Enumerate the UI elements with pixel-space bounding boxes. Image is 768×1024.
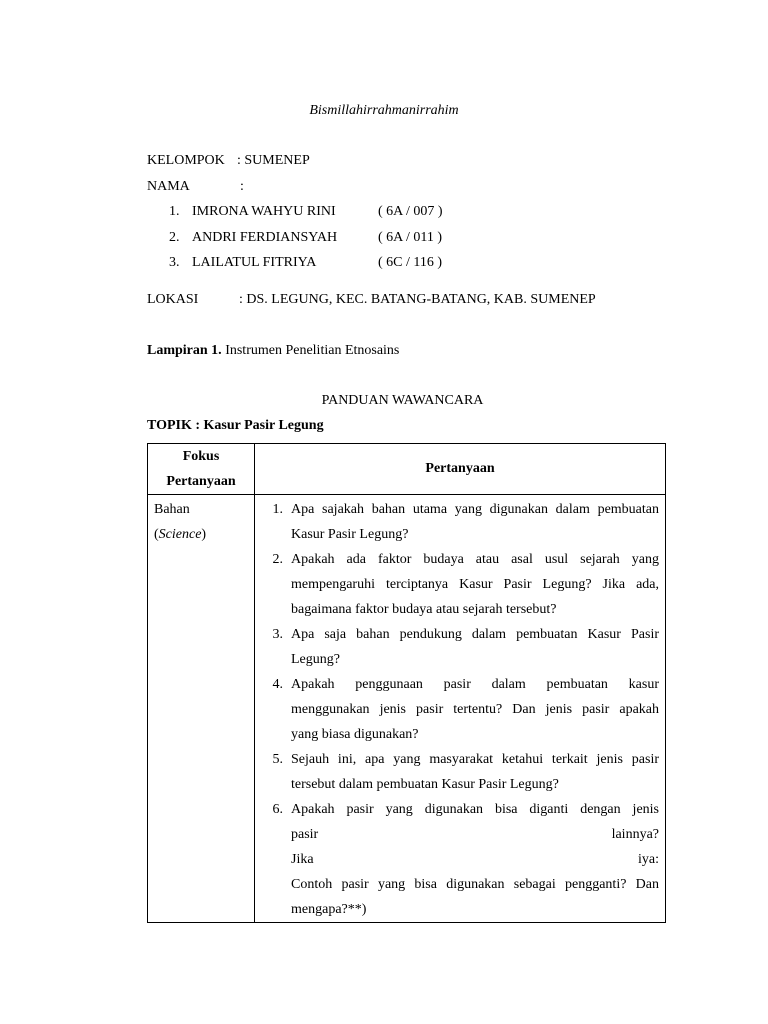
question-text: [291, 622, 659, 672]
member-number: 1.: [169, 204, 180, 219]
lokasi-value: : DS. LEGUNG, KEC. BATANG-BATANG, KAB. SUMENEP: [239, 292, 596, 307]
question-line: mengapa?**): [291, 902, 367, 917]
question-line: bagaimana faktor budaya atau sejarah tersebut?: [291, 602, 557, 617]
header-focus-line2: Pertanyaan: [166, 474, 236, 489]
kelompok-row: [147, 153, 310, 169]
member-row: [169, 230, 442, 246]
member-number: 2.: [169, 230, 180, 245]
header-focus-cell: [148, 444, 255, 495]
question-text: [291, 547, 659, 622]
lokasi-label: LOKASI: [147, 292, 199, 307]
question-number: 1.: [272, 502, 283, 517]
table-header-row: [148, 444, 666, 495]
question-line: tersebut dalam pembuatan Kasur Pasir Legung?: [291, 777, 559, 792]
question-text: [291, 497, 659, 547]
question-item: [261, 797, 659, 922]
question-line: yang biasa digunakan?: [291, 727, 419, 742]
question-line: Jika iya:: [291, 852, 659, 867]
question-list: [255, 495, 665, 922]
question-item: [261, 497, 659, 547]
question-line: menggunakan jenis pasir tertentu? Dan jenis pasir apakah: [291, 702, 659, 717]
focus-paren-open: (: [154, 527, 159, 542]
member-name: IMRONA WAHYU RINI: [192, 204, 336, 219]
focus-sublabel: [154, 522, 254, 547]
table-row: [148, 495, 666, 923]
focus-paren-close: ): [201, 527, 207, 542]
focus-label: Bahan: [154, 502, 190, 517]
member-row: [169, 204, 443, 220]
question-line: Sejauh ini, apa yang masyarakat ketahui terkait jenis pasir: [291, 752, 659, 767]
member-number: 3.: [169, 255, 180, 270]
question-line: Apakah pasir yang digunakan bisa diganti dengan jenis: [291, 802, 659, 817]
question-line: Contoh pasir yang bisa digunakan sebagai pengganti? Dan: [291, 877, 659, 892]
question-line: Apakah ada faktor budaya atau asal usul sejarah yang: [291, 552, 659, 567]
kelompok-label: KELOMPOK: [147, 153, 225, 168]
question-line: Kasur Pasir Legung?: [291, 527, 409, 542]
question-number: 3.: [272, 627, 283, 642]
question-number: 5.: [272, 752, 283, 767]
question-text: [291, 797, 659, 922]
question-line: Apa saja bahan pendukung dalam pembuatan Kasur Pasir: [291, 627, 659, 642]
lampiran-label: Lampiran 1.: [147, 343, 222, 358]
nama-row: [147, 179, 244, 195]
focus-cell: [148, 495, 255, 923]
question-item: [261, 672, 659, 747]
question-item: [261, 622, 659, 672]
member-name: LAILATUL FITRIYA: [192, 255, 317, 270]
guide-title: PANDUAN WAWANCARA: [321, 393, 484, 408]
member-code: ( 6A / 011 ): [378, 230, 443, 245]
question-item: [261, 747, 659, 797]
question-text: [291, 747, 659, 797]
question-line: Legung?: [291, 652, 340, 667]
header-focus-line1: Fokus: [182, 449, 220, 464]
kelompok-value: : SUMENEP: [237, 153, 310, 168]
document-title: Bismillahirrahmanirrahim: [309, 103, 459, 118]
nama-colon: :: [240, 179, 244, 194]
question-line: Apa sajakah bahan utama yang digunakan dalam pembuatan: [291, 502, 659, 517]
questions-cell: [255, 495, 666, 923]
member-code: ( 6A / 007 ): [378, 204, 443, 219]
lokasi-row: [147, 292, 596, 308]
member-row: [169, 255, 442, 271]
nama-label: NAMA: [147, 179, 190, 194]
interview-table: [147, 443, 666, 923]
lampiran-line: [147, 343, 399, 359]
question-line: mempengaruhi terciptanya Kasur Pasir Legung? Jika ada,: [291, 577, 659, 592]
question-number: 2.: [272, 552, 283, 567]
question-number: 6.: [272, 802, 283, 817]
question-item: [261, 547, 659, 622]
question-line: pasir lainnya?: [291, 827, 659, 842]
member-name: ANDRI FERDIANSYAH: [192, 230, 338, 245]
header-question-cell: Pertanyaan: [255, 444, 666, 495]
question-line: Apakah penggunaan pasir dalam pembuatan kasur: [291, 677, 659, 692]
question-text: [291, 672, 659, 747]
focus-italic: Science: [158, 527, 202, 542]
lampiran-text: Instrumen Penelitian Etnosains: [225, 343, 400, 358]
member-code: ( 6C / 116 ): [378, 255, 443, 270]
topic-heading: TOPIK : Kasur Pasir Legung: [147, 418, 324, 433]
question-number: 4.: [272, 677, 283, 692]
